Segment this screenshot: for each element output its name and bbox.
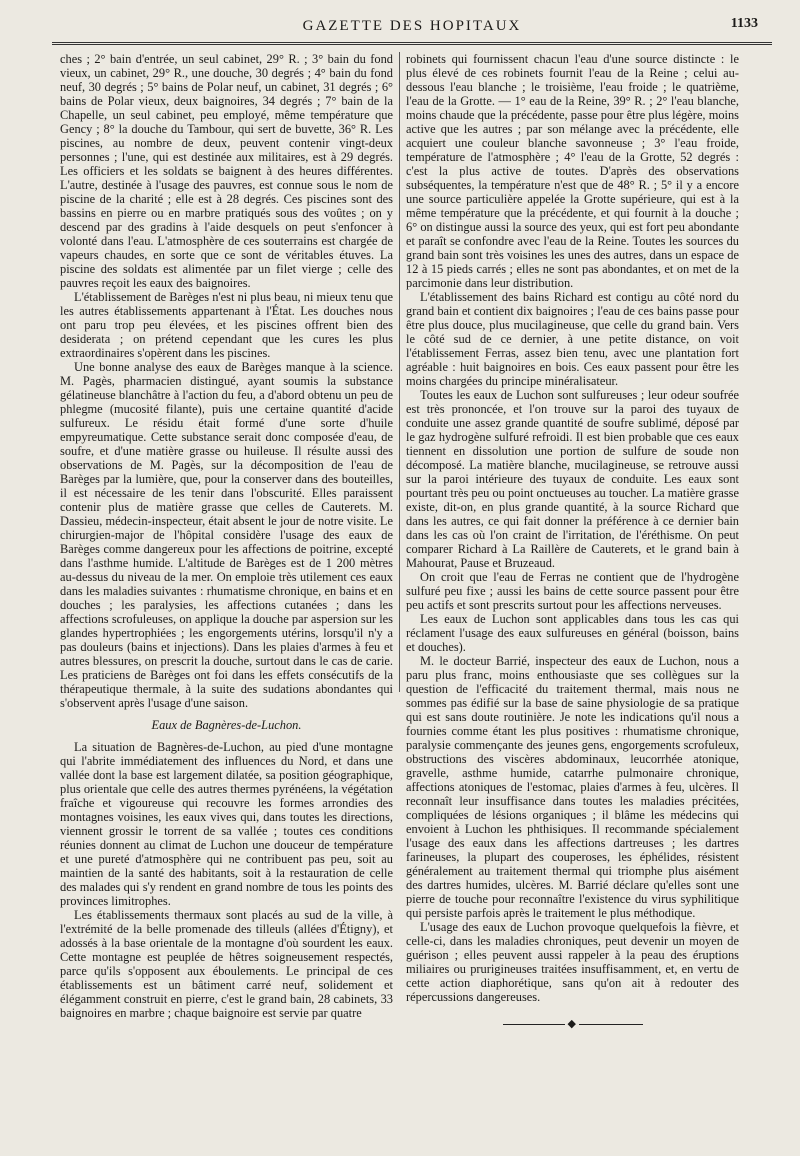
- header-rule: [52, 42, 772, 45]
- paragraph: L'usage des eaux de Luchon provoque quelquefois la fièvre, et celle-ci, dans les maladies chroniques, peut devenir un moyen de guérison ; elles peuvent aussi rappeler à la peau des éruptions miliaires ou prurigineuses traitées insuffisamment, et, en vertu de cette action diaphorétique, sans qu'on ait à redouter des répercussions dangereuses.: [406, 920, 739, 1004]
- ornament-glyph: ◆: [565, 1017, 579, 1031]
- paragraph: L'établissement des bains Richard est contigu au côté nord du grand bain et contient dix baignoires ; l'eau de ces bains passe pour être plus douce, plus mucilagineuse, que celle du grand bain. Vers le côté sud de ce dernier, à une petite distance, on voit l'établissement Ferras, assez bien tenu, avec une plantation fort agréable : huit baignoires en bois. Ces eaux passent pour être les moins chargées du principe minéralisateur.: [406, 290, 739, 388]
- paragraph: Les établissements thermaux sont placés au sud de la ville, à l'extrémité de la belle promenade des tilleuls (allées d'Étigny), et adossés à la base orientale de la montagne d'où sourdent les eaux. Cette montagne est peuplée de hêtres soigneusement respectés, parce qu'ils s'opposent aux éboulements. Le principal de ces établissements est un bâtiment carré neuf, solidement et élégamment construit en pierre, c'est le grand bain, 28 cabinets, 33 baignoires en marbre ; chaque baignoire est servie par quatre: [60, 908, 393, 1020]
- page-number: 1133: [730, 16, 758, 31]
- paragraph: M. le docteur Barrié, inspecteur des eaux de Luchon, nous a paru plus franc, moins enthousiaste que ses collègues sur la question de l'efficacité du traitement thermal, mais nous ne sommes pas édifié sur la base de saine physiologie de sa pratique qui est sans doute routinière. Je note les indications qu'il nous a fournies comme étant les plus positives : rhumatisme chronique, paralysie commençante des jeunes gens, engorgements scrofuleux, obstructions des viscères abdominaux, leucorrhée atonique, gravelle, asthme humide, catarrhe pulmonaire chronique, affections atoniques de l'estomac, plaies d'armes à feu, ulcères. Il reconnaît leur insuffisance dans toutes les maladies précitées, compliquées de lésions organiques ; il blâme les médecins qui envoient à Luchon les phthisiques. Il recommande spécialement l'usage des eaux dans les affections dartreuses ; les dartres farineuses, la plupart des couperoses, les éphélides, résistent généralement au traitement thermal qui triomphe plus aisément des dartres humides, ulcères. M. Barrié déclare qu'elles sont une pierre de touche pour reconnaître l'existence du virus syphilitique qui persiste parfois après le traitement le plus méthodique.: [406, 654, 739, 920]
- paragraph: La situation de Bagnères-de-Luchon, au pied d'une montagne qui l'abrite immédiatement des influences du Nord, et dans une vallée dont la base est largement dilatée, sa position géographique, plus orientale que celle des autres thermes pyrénéens, la végétation fraîche et vigoureuse qui recouvre les formes arrondies des montagnes voisines, les eaux vives qui, dans toutes les directions, viennent grossir le torrent de sa vallée ; toutes ces conditions réunies donnent au climat de Luchon une douceur de température et une pureté d'atmosphère qui ne contribuent pas peu, soit au maintien de la santé des habitants, soit à la restauration de celle des malades qui s'y rendent en grand nombre de tous les points des provinces limitrophes.: [60, 740, 393, 908]
- end-ornament: [503, 1020, 643, 1030]
- paragraph: robinets qui fournissent chacun l'eau d'une source distincte : le plus élevé de ces robinets fournit l'eau de la Reine ; celui au-dessous l'eau blanche ; le troisième, l'eau froide ; le quatrième, l'eau de la Grotte. — 1° eau de la Reine, 39° R. ; 2° l'eau blanche, moins chaude que la précédente, passe pour être plus légère, moins active que les autres ; par son mélange avec la précédente, elle acquiert une couleur blanche savonneuse ; 3° l'eau froide, température de l'atmosphère ; 4° l'eau de la Grotte, 52 degrés : c'est la plus active de toutes. D'après des observations subséquentes, la température n'est que de 48° R. ; 5° il y a encore une source particulière appelée la Grotte supérieure, qui est à la même température que la précédente, et qui fournit à la douche ; 6° on distingue aussi la source des yeux, qui est fort peu abondante et paraît se confondre avec l'eau de la Reine. Toutes les sources du grand bain sont très voisines les unes des autres, dans un espace de 12 à 15 pieds carrés ; elles ne sont pas abondantes, et on met de la parcimonie dans leur distribution.: [406, 52, 739, 290]
- section-heading: Eaux de Bagnères-de-Luchon.: [151, 718, 302, 732]
- running-title: GAZETTE DES HOPITAUX: [302, 18, 522, 34]
- left-column: [60, 52, 393, 1020]
- page-header: [52, 14, 772, 40]
- paragraph: On croit que l'eau de Ferras ne contient que de l'hydrogène sulfuré peu fixe ; aussi les bains de cette source passent pour être peu actifs et sont prescrits surtout pour les affections nerveuses.: [406, 570, 739, 612]
- right-column: [406, 52, 739, 1030]
- paragraph: L'établissement de Barèges n'est ni plus beau, ni mieux tenu que les autres établissements appartenant à l'État. Les douches nous ont paru trop peu élevées, et les piscines offrent bien des desiderata ; on prétend cependant que les cures les plus extraordinaires s'opèrent dans les piscines.: [60, 290, 393, 360]
- paragraph: ches ; 2° bain d'entrée, un seul cabinet, 29° R. ; 3° bain du fond vieux, un cabinet, 29° R., une douche, 30 degrés ; 4° bain du fond neuf, 30 degrés ; 5° bains de Polar neuf, un cabinet, 31 degrés ; 6° bains de Polar vieux, deux baignoires, 34 degrés ; 7° bain de la Chapelle, un seul cabinet, peu employé, même température que Gency ; 8° la douche du Tambour, qui sert de buvette, 36° R. Les piscines, au nombre de deux, peuvent contenir vingt-deux personnes ; l'une, qui est destinée aux militaires, est à 29 degrés. Les officiers et les soldats se baignent à des heures différentes. L'autre, destinée à l'usage des pauvres, est connue sous le nom de piscine de la charité ; elle est à 28 degrés. Ces piscines sont des bassins en pierre ou en marbre pratiqués sous des voûtes ; on y descend par des gradins à l'aide desquels on peut s'enfoncer à volonté dans l'eau. L'atmosphère de ces souterrains est chargée de vapeurs chaudes, en sorte que ce sont de véritables étuves. La piscine des soldats est alimentée par un filet vierge ; celle des pauvres reçoit les eaux des baignoires.: [60, 52, 393, 290]
- paragraph: Une bonne analyse des eaux de Barèges manque à la science. M. Pagès, pharmacien distingué, ayant soumis la substance gélatineuse blanchâtre à l'action du feu, a d'abord obtenu un peu de phlegme (mucosité filante), puis une certaine quantité d'acide sulfureux. Le résidu était formé d'une sorte d'huile empyreumatique. Cette substance serait donc composée d'eau, de soufre, et d'une matière grasse ou huileuse. Il résulte aussi des observations de M. Pagès, sur la décomposition de l'eau de Barèges par la lumière, que, pour la conserver dans des bouteilles, il est nécessaire de les tenir dans l'obscurité. Elles paraissent contenir plus de matière grasse que celles de Cauterets. M. Dassieu, médecin-inspecteur, était absent le jour de notre visite. Le chirurgien-major de l'hôpital considère l'usage des eaux de Barèges comme dangereux pour les affections de poitrine, excepté dans l'asthme humide. L'altitude de Barèges est de 1 200 mètres au-dessus du niveau de la mer. On emploie très utilement ces eaux dans les maladies suivantes : rhumatisme chronique, en bains et en douches ; les paralysies, les affections cutanées ; dans les affections scrofuleuses, on applique la douche par aspersion sur les glandes hypertrophiées ; les engorgements utérins, lorsqu'il n'y a pas douleurs (bains et injections). Dans les plaies d'armes à feu et autres blessures, on prescrit la douche, surtout dans le cas de carie. Les praticiens de Barèges ont foi dans les effets consécutifs de la thérapeutique thermale, à la suite des sudations abondantes qui s'observent après l'usage d'une saison.: [60, 360, 393, 710]
- paragraph: Les eaux de Luchon sont applicables dans tous les cas qui réclament l'usage des eaux sulfureuses en général (boisson, bains et douches).: [406, 612, 739, 654]
- paragraph: Toutes les eaux de Luchon sont sulfureuses ; leur odeur soufrée est très prononcée, et l'on trouve sur la paroi des tuyaux de conduite une assez grande quantité de soufre sublimé, déposé par le gaz hydrogène sulfuré refroidi. Il est bien probable que ces eaux tiennent en dissolution une portion de sulfure de soude non décomposé. La matière blanche, mucilagineuse, se retrouve aussi sur la paroi intérieure des tuyaux de conduite. Les eaux sont pourtant très peu ou point onctueuses au toucher. La matière grasse existe, dit-on, en plus grande quantité, à la source Richard que dans les autres, ce qui fait donner la préférence à ce dernier bain dans les cas où l'on craint de l'irritation, de l'éréthisme. On peut comparer Richard à La Raillère de Cauterets, et le grand bain à Mahourat, Pause et Bruzeaud.: [406, 388, 739, 570]
- column-divider: [399, 52, 400, 692]
